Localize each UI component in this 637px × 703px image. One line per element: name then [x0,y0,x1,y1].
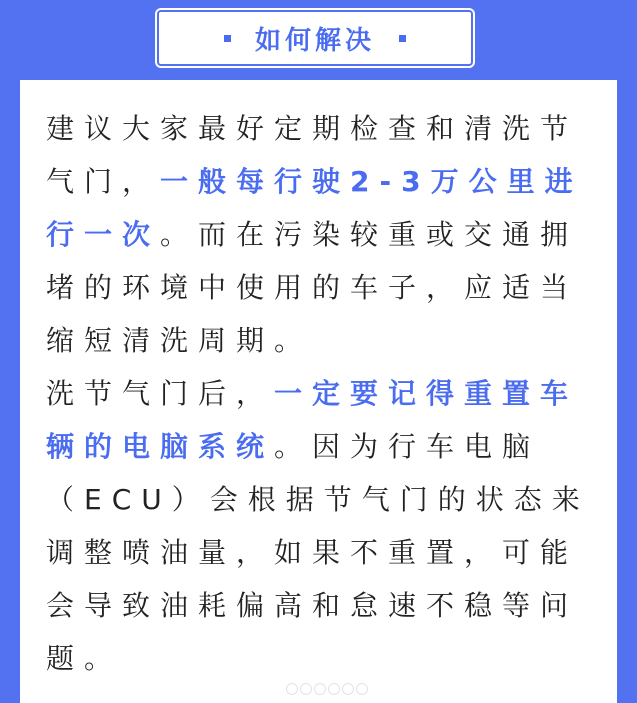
watermark-circle [286,683,298,695]
paragraph-cleaning-advice [46,102,595,367]
watermark-circles [286,683,368,695]
watermark-circle [342,683,354,695]
left-square-bullet-icon [224,35,231,42]
paragraph-reset-advice [46,367,595,685]
paragraph-2-text-start: 洗节气门后， [46,377,275,410]
watermark-circle [356,683,368,695]
watermark-circle [300,683,312,695]
paragraph-2-highlight: 一定要记得重置车辆的电脑系统 [46,377,579,463]
section-title: 如何解决 [254,25,375,56]
content-card [20,80,617,703]
watermark-circle [314,683,326,695]
paragraph-2-text-end: 。因为行车电脑（ECU）会根据节气门的状态来调整喷油量，如果不重置，可能会导致油耗偏高和怠速不稳等问题。 [46,430,590,675]
section-title-box [157,10,473,66]
watermark-circle [328,683,340,695]
paragraph-1-highlight: 一般每行驶2-3万公里进行一次 [46,165,583,251]
right-square-bullet-icon [399,35,406,42]
paragraph-1-text-start: 建议大家最好定期检查和清洗节气门， [46,112,579,198]
paragraph-1-text-end: 。而在污染较重或交通拥堵的环境中使用的车子，应适当缩短清洗周期。 [46,218,579,357]
